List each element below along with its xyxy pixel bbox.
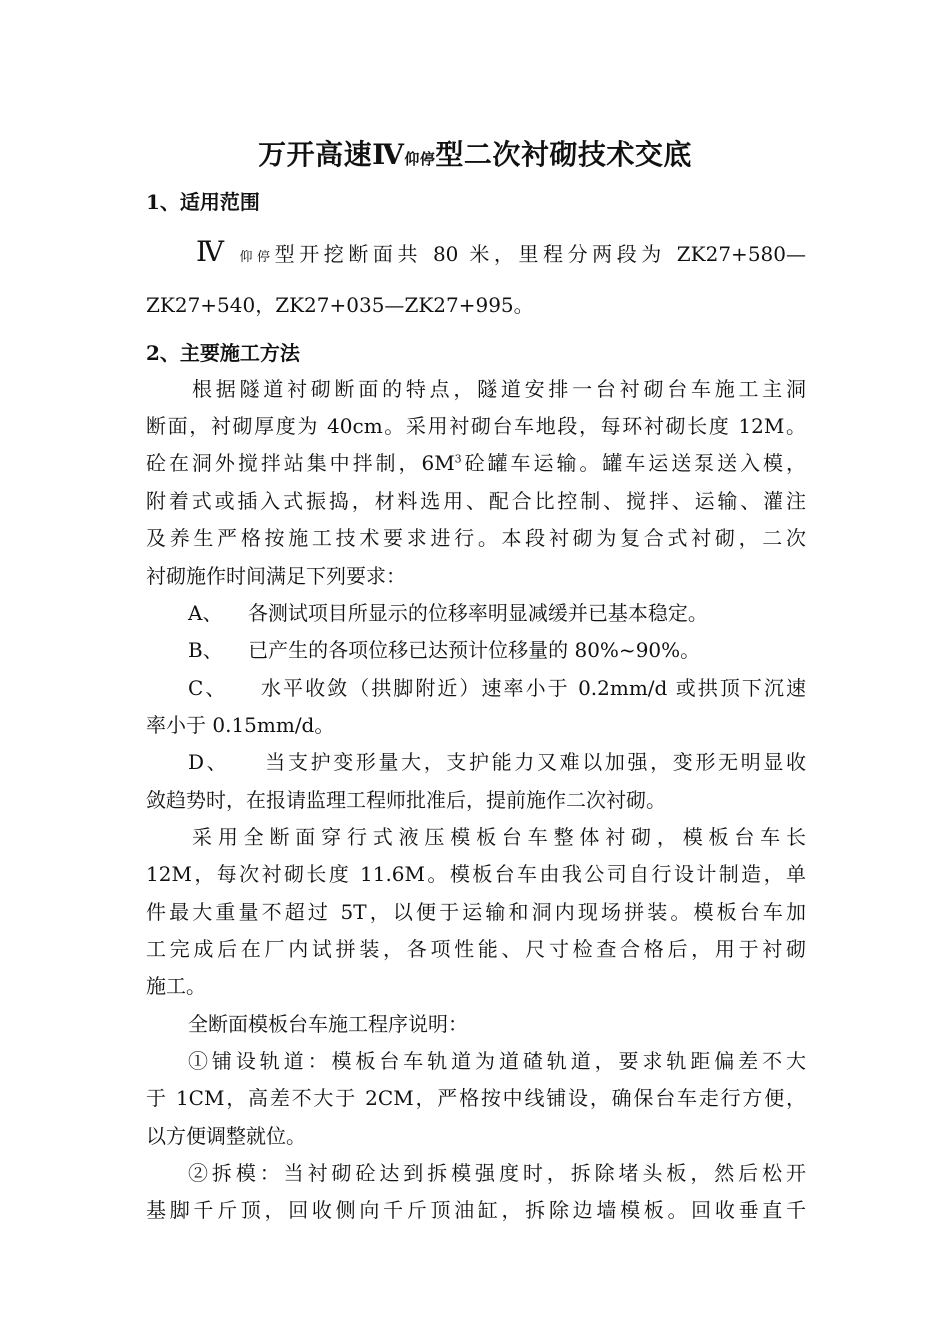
body-line: 率小于 0.15mm/d。 (146, 713, 335, 737)
body-line: 施工。 (146, 974, 206, 998)
step-2-line: ②拆模：当衬砌砼达到拆模强度时，拆除堵头板，然后松开 (188, 1161, 806, 1185)
superscript: 3 (454, 452, 462, 466)
body-line: 工完成后在厂内试拼装，各项性能、尺寸检查合格后，用于衬砌 (146, 937, 806, 961)
body-line: 以方便调整就位。 (146, 1124, 306, 1148)
document-title (0, 133, 950, 173)
body-line: 采用全断面穿行式液压模板台车整体衬砌，模板台车长 (192, 825, 806, 849)
body-line: 根据隧道衬砌断面的特点，隧道安排一台衬砌台车施工主洞 (192, 377, 806, 401)
section-heading-methods: 2、主要施工方法 (146, 341, 300, 365)
requirement-a: A、 各测试项目所显示的位移率明显减缓并已基本稳定。 (188, 601, 708, 625)
scope-text: 型开挖断面共 80 米，里程分两段为 ZK27+580— (274, 242, 806, 266)
requirement-c: C、 水平收敛（拱脚附近）速率小于 0.2mm/d 或拱顶下沉速 (188, 676, 806, 700)
roman-subscript: 仰停 (239, 250, 275, 265)
body-text: 砼在洞外搅拌站集中拌制，6M (146, 451, 455, 475)
body-line: 基脚千斤顶，回收侧向千斤顶油缸，拆除边墙模板。回收垂直千 (146, 1198, 806, 1222)
body-line: 衬砌施作时间满足下列要求： (146, 564, 406, 588)
requirement-b: B、 已产生的各项位移已达预计位移量的 80%~90%。 (188, 638, 701, 662)
body-line: 12M，每次衬砌长度 11.6M。模板台车由我公司自行设计制造，单 (146, 862, 806, 886)
body-line: 件最大重量不超过 5T，以便于运输和洞内现场拼装。模板台车加 (146, 900, 806, 924)
title-post: 型二次衬砌技术交底 (435, 138, 692, 171)
body-line-with-superscript (146, 447, 806, 476)
body-line: 断面，衬砌厚度为 40cm。采用衬砌台车地段，每环衬砌长度 12M。 (146, 414, 806, 438)
body-line: 敛趋势时，在报请监理工程师批准后，提前施作二次衬砌。 (146, 788, 666, 812)
section-heading-scope: 1、适用范围 (146, 190, 260, 214)
scope-line-2: ZK27+540，ZK27+035—ZK27+995。 (146, 293, 534, 317)
body-line: 及养生严格按施工技术要求进行。本段衬砌为复合式衬砌，二次 (146, 526, 806, 550)
requirement-d: D、 当支护变形量大，支护能力又难以加强，变形无明显收 (188, 750, 806, 774)
roman-numeral: Ⅳ (196, 235, 229, 268)
body-line: 附着式或插入式振捣，材料选用、配合比控制、搅拌、运输、灌注 (146, 489, 806, 513)
body-line: 于 1CM，高差不大于 2CM，严格按中线铺设，确保台车走行方便， (146, 1086, 806, 1110)
title-sub: 仰停 (404, 150, 436, 168)
title-pre: 万开高速Ⅳ (258, 138, 405, 171)
scope-line-1 (196, 234, 806, 274)
body-line: 全断面模板台车施工程序说明： (188, 1012, 468, 1036)
step-1-line: ①铺设轨道：模板台车轨道为道碴轨道，要求轨距偏差不大 (188, 1049, 806, 1073)
body-text: 砼罐车运输。罐车运送泵送入模， (461, 451, 807, 475)
